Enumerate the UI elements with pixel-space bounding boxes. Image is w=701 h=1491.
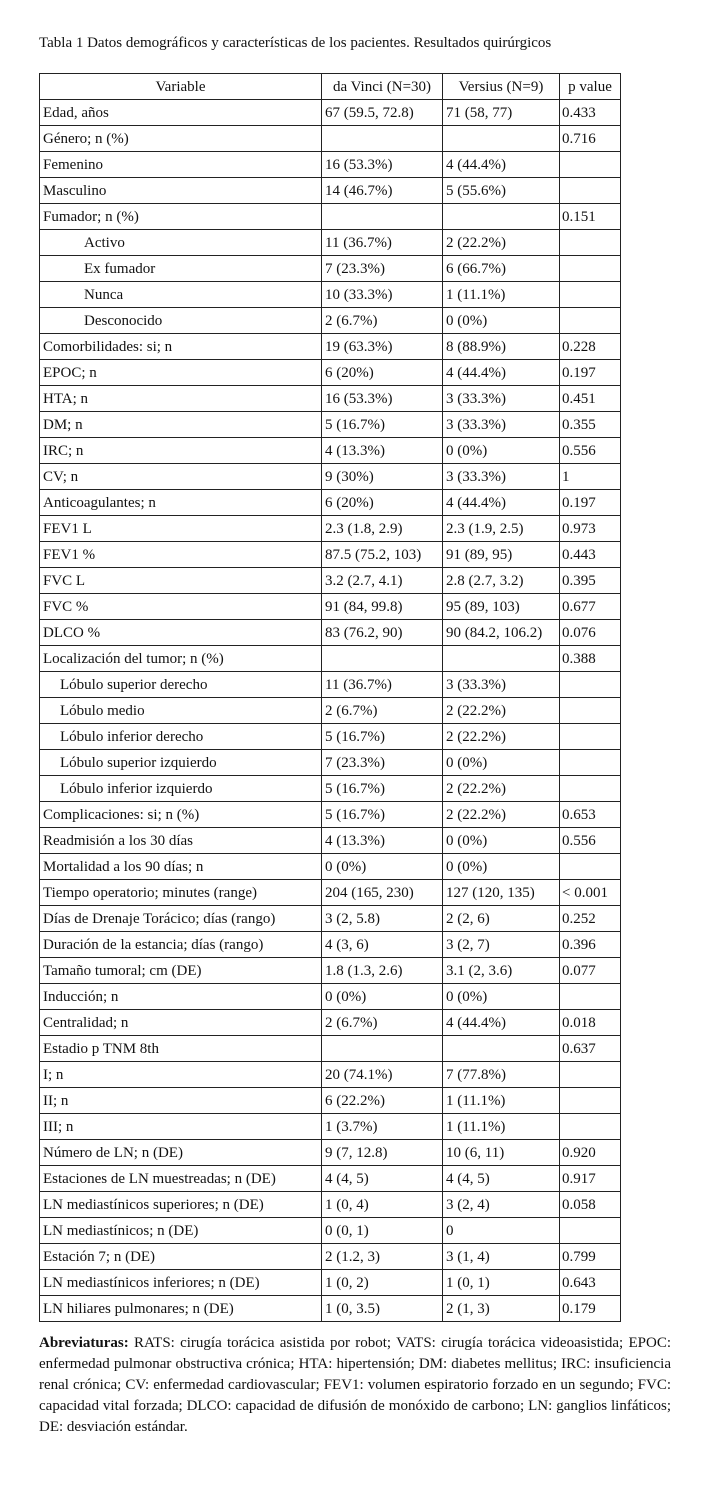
- table-row: [40, 1036, 621, 1062]
- cell-variable: Desconocido: [40, 308, 322, 334]
- cell-versius: [443, 646, 560, 672]
- cell-variable: I; n: [40, 1062, 322, 1088]
- table-row: [40, 672, 621, 698]
- cell-versius: 2 (22.2%): [443, 776, 560, 802]
- table-row: [40, 776, 621, 802]
- cell-versius: [443, 126, 560, 152]
- cell-versius: 10 (6, 11): [443, 1140, 560, 1166]
- cell-versius: 1 (0, 1): [443, 1270, 560, 1296]
- cell-p-value: [560, 984, 621, 1010]
- cell-variable: II; n: [40, 1088, 322, 1114]
- cell-versius: 95 (89, 103): [443, 594, 560, 620]
- cell-p-value: [560, 672, 621, 698]
- cell-versius: 3 (2, 4): [443, 1192, 560, 1218]
- cell-variable: Lóbulo inferior izquierdo: [40, 776, 322, 802]
- table-row: [40, 204, 621, 230]
- cell-variable: Centralidad; n: [40, 1010, 322, 1036]
- cell-variable: LN mediastínicos inferiores; n (DE): [40, 1270, 322, 1296]
- cell-da-vinci: 4 (13.3%): [322, 828, 443, 854]
- cell-p-value: [560, 750, 621, 776]
- table-row: [40, 542, 621, 568]
- cell-variable: LN mediastínicos; n (DE): [40, 1218, 322, 1244]
- cell-da-vinci: 4 (4, 5): [322, 1166, 443, 1192]
- cell-variable: Estadio p TNM 8th: [40, 1036, 322, 1062]
- cell-da-vinci: 14 (46.7%): [322, 178, 443, 204]
- table-row: [40, 1140, 621, 1166]
- table-row: [40, 932, 621, 958]
- cell-variable: FVC %: [40, 594, 322, 620]
- cell-p-value: [560, 256, 621, 282]
- cell-p-value: 0.151: [560, 204, 621, 230]
- cell-da-vinci: 5 (16.7%): [322, 724, 443, 750]
- cell-variable: Tamaño tumoral; cm (DE): [40, 958, 322, 984]
- table-row: [40, 126, 621, 152]
- header-versius: Versius (N=9): [443, 74, 560, 100]
- table-row: [40, 1296, 621, 1322]
- cell-variable: DM; n: [40, 412, 322, 438]
- cell-p-value: 0.643: [560, 1270, 621, 1296]
- table-row: [40, 438, 621, 464]
- table-row: [40, 490, 621, 516]
- cell-variable: Días de Drenaje Torácico; días (rango): [40, 906, 322, 932]
- cell-versius: 4 (4, 5): [443, 1166, 560, 1192]
- cell-p-value: 0.556: [560, 438, 621, 464]
- cell-p-value: 0.637: [560, 1036, 621, 1062]
- cell-p-value: 0.556: [560, 828, 621, 854]
- table-row: [40, 230, 621, 256]
- cell-versius: 127 (120, 135): [443, 880, 560, 906]
- cell-versius: 2 (1, 3): [443, 1296, 560, 1322]
- header-p-value: p value: [560, 74, 621, 100]
- cell-versius: 3 (33.3%): [443, 412, 560, 438]
- cell-da-vinci: 20 (74.1%): [322, 1062, 443, 1088]
- cell-da-vinci: 1.8 (1.3, 2.6): [322, 958, 443, 984]
- cell-da-vinci: 1 (0, 4): [322, 1192, 443, 1218]
- table-caption: Tabla 1 Datos demográficos y características de los pacientes. Resultados quirúrgicos: [39, 35, 552, 51]
- cell-da-vinci: 5 (16.7%): [322, 776, 443, 802]
- cell-da-vinci: 3 (2, 5.8): [322, 906, 443, 932]
- table-row: [40, 516, 621, 542]
- cell-da-vinci: 0 (0%): [322, 984, 443, 1010]
- table-row: [40, 958, 621, 984]
- table-row: [40, 178, 621, 204]
- cell-versius: 0 (0%): [443, 750, 560, 776]
- cell-variable: LN hiliares pulmonares; n (DE): [40, 1296, 322, 1322]
- cell-da-vinci: 6 (22.2%): [322, 1088, 443, 1114]
- cell-da-vinci: 4 (3, 6): [322, 932, 443, 958]
- cell-versius: 0: [443, 1218, 560, 1244]
- cell-variable: HTA; n: [40, 386, 322, 412]
- table-row: [40, 1218, 621, 1244]
- cell-da-vinci: 10 (33.3%): [322, 282, 443, 308]
- table-row: [40, 1270, 621, 1296]
- cell-variable: Masculino: [40, 178, 322, 204]
- table-row: [40, 282, 621, 308]
- cell-p-value: 0.252: [560, 906, 621, 932]
- cell-versius: 3 (33.3%): [443, 464, 560, 490]
- cell-variable: Número de LN; n (DE): [40, 1140, 322, 1166]
- cell-p-value: 0.433: [560, 100, 621, 126]
- table-row: [40, 464, 621, 490]
- cell-variable: III; n: [40, 1114, 322, 1140]
- cell-versius: 3.1 (2, 3.6): [443, 958, 560, 984]
- cell-da-vinci: 91 (84, 99.8): [322, 594, 443, 620]
- cell-variable: Estación 7; n (DE): [40, 1244, 322, 1270]
- cell-p-value: 0.716: [560, 126, 621, 152]
- cell-versius: 2 (2, 6): [443, 906, 560, 932]
- cell-p-value: [560, 698, 621, 724]
- cell-p-value: 0.395: [560, 568, 621, 594]
- demographics-table: [39, 73, 621, 1322]
- table-row: [40, 750, 621, 776]
- cell-versius: 71 (58, 77): [443, 100, 560, 126]
- cell-p-value: [560, 282, 621, 308]
- cell-p-value: 0.799: [560, 1244, 621, 1270]
- cell-p-value: 0.179: [560, 1296, 621, 1322]
- table-row: [40, 256, 621, 282]
- cell-variable: Lóbulo superior derecho: [40, 672, 322, 698]
- table-row: [40, 1062, 621, 1088]
- table-row: [40, 334, 621, 360]
- cell-versius: 2 (22.2%): [443, 724, 560, 750]
- cell-p-value: 0.355: [560, 412, 621, 438]
- cell-versius: 8 (88.9%): [443, 334, 560, 360]
- cell-versius: 4 (44.4%): [443, 360, 560, 386]
- cell-da-vinci: 2 (6.7%): [322, 308, 443, 334]
- cell-variable: FEV1 %: [40, 542, 322, 568]
- cell-p-value: [560, 178, 621, 204]
- cell-da-vinci: 19 (63.3%): [322, 334, 443, 360]
- cell-da-vinci: 2.3 (1.8, 2.9): [322, 516, 443, 542]
- cell-p-value: [560, 1088, 621, 1114]
- cell-p-value: [560, 854, 621, 880]
- cell-da-vinci: 5 (16.7%): [322, 802, 443, 828]
- cell-da-vinci: 11 (36.7%): [322, 230, 443, 256]
- cell-versius: 0 (0%): [443, 438, 560, 464]
- table-header-row: [40, 74, 621, 100]
- table-row: [40, 594, 621, 620]
- cell-versius: 1 (11.1%): [443, 1114, 560, 1140]
- cell-variable: FVC L: [40, 568, 322, 594]
- cell-p-value: 0.228: [560, 334, 621, 360]
- footnote-label: Abreviaturas:: [39, 1335, 129, 1351]
- table-body: [40, 100, 621, 1322]
- cell-da-vinci: 9 (7, 12.8): [322, 1140, 443, 1166]
- cell-da-vinci: 5 (16.7%): [322, 412, 443, 438]
- cell-variable: Localización del tumor; n (%): [40, 646, 322, 672]
- cell-da-vinci: 2 (1.2, 3): [322, 1244, 443, 1270]
- cell-p-value: 0.077: [560, 958, 621, 984]
- table-row: [40, 360, 621, 386]
- cell-variable: Complicaciones: si; n (%): [40, 802, 322, 828]
- abbreviations-footnote: [39, 1333, 671, 1438]
- table-row: [40, 854, 621, 880]
- header-variable: Variable: [40, 74, 322, 100]
- cell-da-vinci: 0 (0%): [322, 854, 443, 880]
- table-row: [40, 308, 621, 334]
- cell-variable: Estaciones de LN muestreadas; n (DE): [40, 1166, 322, 1192]
- cell-p-value: 1: [560, 464, 621, 490]
- cell-versius: 3 (2, 7): [443, 932, 560, 958]
- cell-p-value: [560, 1114, 621, 1140]
- cell-da-vinci: 6 (20%): [322, 490, 443, 516]
- table-row: [40, 386, 621, 412]
- cell-da-vinci: 11 (36.7%): [322, 672, 443, 698]
- cell-p-value: [560, 308, 621, 334]
- cell-variable: Readmisión a los 30 días: [40, 828, 322, 854]
- table-row: [40, 802, 621, 828]
- cell-versius: 0 (0%): [443, 828, 560, 854]
- cell-p-value: 0.443: [560, 542, 621, 568]
- cell-variable: Comorbilidades: si; n: [40, 334, 322, 360]
- cell-versius: 1 (11.1%): [443, 1088, 560, 1114]
- table-row: [40, 568, 621, 594]
- cell-da-vinci: 1 (3.7%): [322, 1114, 443, 1140]
- cell-variable: Duración de la estancia; días (rango): [40, 932, 322, 958]
- cell-da-vinci: 9 (30%): [322, 464, 443, 490]
- cell-p-value: 0.973: [560, 516, 621, 542]
- cell-variable: Género; n (%): [40, 126, 322, 152]
- cell-variable: CV; n: [40, 464, 322, 490]
- cell-versius: 2 (22.2%): [443, 802, 560, 828]
- cell-versius: 2 (22.2%): [443, 698, 560, 724]
- cell-versius: 0 (0%): [443, 308, 560, 334]
- cell-variable: Tiempo operatorio; minutes (range): [40, 880, 322, 906]
- cell-versius: 4 (44.4%): [443, 152, 560, 178]
- header-da-vinci: da Vinci (N=30): [322, 74, 443, 100]
- cell-p-value: 0.388: [560, 646, 621, 672]
- cell-versius: 2.3 (1.9, 2.5): [443, 516, 560, 542]
- cell-da-vinci: 2 (6.7%): [322, 698, 443, 724]
- cell-da-vinci: [322, 204, 443, 230]
- cell-da-vinci: 67 (59.5, 72.8): [322, 100, 443, 126]
- cell-da-vinci: [322, 126, 443, 152]
- cell-versius: 0 (0%): [443, 984, 560, 1010]
- cell-variable: DLCO %: [40, 620, 322, 646]
- cell-versius: 3 (33.3%): [443, 386, 560, 412]
- table-row: [40, 1088, 621, 1114]
- cell-versius: 7 (77.8%): [443, 1062, 560, 1088]
- cell-da-vinci: 83 (76.2, 90): [322, 620, 443, 646]
- cell-p-value: 0.653: [560, 802, 621, 828]
- cell-versius: 0 (0%): [443, 854, 560, 880]
- table-row: [40, 646, 621, 672]
- cell-p-value: [560, 1218, 621, 1244]
- cell-p-value: < 0.001: [560, 880, 621, 906]
- footnote-text: RATS: cirugía torácica asistida por robot; VATS: cirugía torácica videoasistida; EPOC: enfermedad pulmonar obstructiva crónica; HTA: hipertensión; DM: diabetes mellitus; IRC: insuficiencia renal crónica; CV: enfermedad cardiovascular; FEV1: volumen espiratorio forzado en un segundo; FVC: capacidad vital forzada; DLCO: capacidad de difusión de monóxido de carbono; LN: ganglios linfáticos; DE: desviación estándar.: [39, 1335, 671, 1435]
- cell-da-vinci: 0 (0, 1): [322, 1218, 443, 1244]
- table-row: [40, 906, 621, 932]
- cell-p-value: 0.197: [560, 360, 621, 386]
- cell-versius: [443, 204, 560, 230]
- cell-variable: Edad, años: [40, 100, 322, 126]
- table-row: [40, 1114, 621, 1140]
- cell-versius: 3 (1, 4): [443, 1244, 560, 1270]
- table-row: [40, 1244, 621, 1270]
- table-row: [40, 1166, 621, 1192]
- cell-versius: 3 (33.3%): [443, 672, 560, 698]
- cell-p-value: [560, 1062, 621, 1088]
- cell-p-value: [560, 724, 621, 750]
- table-row: [40, 880, 621, 906]
- cell-da-vinci: 204 (165, 230): [322, 880, 443, 906]
- cell-versius: 91 (89, 95): [443, 542, 560, 568]
- cell-da-vinci: 3.2 (2.7, 4.1): [322, 568, 443, 594]
- cell-p-value: 0.677: [560, 594, 621, 620]
- cell-da-vinci: [322, 1036, 443, 1062]
- cell-da-vinci: 87.5 (75.2, 103): [322, 542, 443, 568]
- cell-da-vinci: 16 (53.3%): [322, 152, 443, 178]
- cell-versius: 1 (11.1%): [443, 282, 560, 308]
- cell-p-value: 0.917: [560, 1166, 621, 1192]
- table-row: [40, 984, 621, 1010]
- cell-p-value: [560, 230, 621, 256]
- cell-variable: Activo: [40, 230, 322, 256]
- cell-versius: 4 (44.4%): [443, 1010, 560, 1036]
- cell-variable: Fumador; n (%): [40, 204, 322, 230]
- cell-da-vinci: 2 (6.7%): [322, 1010, 443, 1036]
- cell-variable: LN mediastínicos superiores; n (DE): [40, 1192, 322, 1218]
- cell-variable: Anticoagulantes; n: [40, 490, 322, 516]
- cell-p-value: 0.018: [560, 1010, 621, 1036]
- cell-versius: 4 (44.4%): [443, 490, 560, 516]
- cell-variable: Nunca: [40, 282, 322, 308]
- cell-variable: Inducción; n: [40, 984, 322, 1010]
- table-row: [40, 100, 621, 126]
- cell-p-value: 0.451: [560, 386, 621, 412]
- cell-variable: FEV1 L: [40, 516, 322, 542]
- table-row: [40, 698, 621, 724]
- cell-versius: [443, 1036, 560, 1062]
- cell-variable: Femenino: [40, 152, 322, 178]
- cell-versius: 5 (55.6%): [443, 178, 560, 204]
- cell-da-vinci: 1 (0, 2): [322, 1270, 443, 1296]
- cell-variable: Ex fumador: [40, 256, 322, 282]
- cell-versius: 90 (84.2, 106.2): [443, 620, 560, 646]
- cell-variable: Lóbulo superior izquierdo: [40, 750, 322, 776]
- cell-versius: 2.8 (2.7, 3.2): [443, 568, 560, 594]
- table-row: [40, 152, 621, 178]
- cell-da-vinci: 7 (23.3%): [322, 256, 443, 282]
- cell-da-vinci: 7 (23.3%): [322, 750, 443, 776]
- cell-variable: Lóbulo inferior derecho: [40, 724, 322, 750]
- table-row: [40, 828, 621, 854]
- cell-p-value: 0.920: [560, 1140, 621, 1166]
- cell-da-vinci: 16 (53.3%): [322, 386, 443, 412]
- table-row: [40, 1010, 621, 1036]
- cell-da-vinci: 4 (13.3%): [322, 438, 443, 464]
- cell-p-value: [560, 776, 621, 802]
- table-row: [40, 1192, 621, 1218]
- cell-da-vinci: 1 (0, 3.5): [322, 1296, 443, 1322]
- cell-versius: 2 (22.2%): [443, 230, 560, 256]
- table-row: [40, 620, 621, 646]
- cell-variable: Lóbulo medio: [40, 698, 322, 724]
- cell-versius: 6 (66.7%): [443, 256, 560, 282]
- cell-variable: EPOC; n: [40, 360, 322, 386]
- cell-da-vinci: 6 (20%): [322, 360, 443, 386]
- cell-p-value: 0.396: [560, 932, 621, 958]
- cell-p-value: 0.197: [560, 490, 621, 516]
- table-row: [40, 412, 621, 438]
- cell-da-vinci: [322, 646, 443, 672]
- cell-p-value: 0.058: [560, 1192, 621, 1218]
- cell-variable: IRC; n: [40, 438, 322, 464]
- cell-variable: Mortalidad a los 90 días; n: [40, 854, 322, 880]
- cell-p-value: [560, 152, 621, 178]
- table-row: [40, 724, 621, 750]
- cell-p-value: 0.076: [560, 620, 621, 646]
